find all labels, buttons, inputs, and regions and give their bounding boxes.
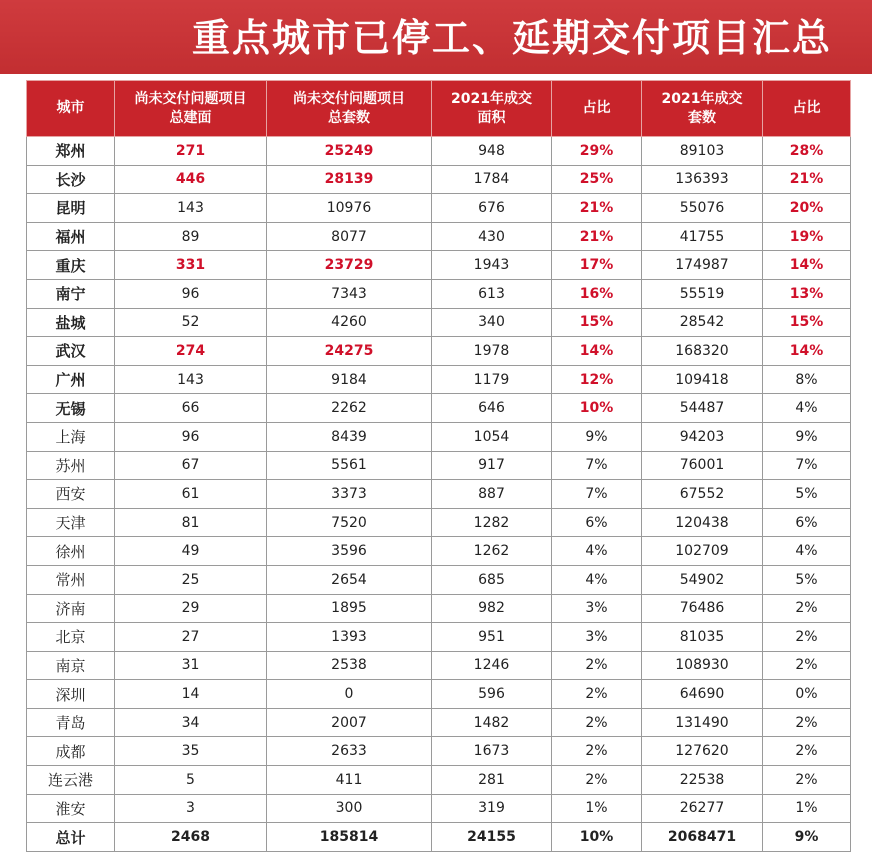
deal-units-cell: 108930: [642, 651, 763, 680]
units-cell: 1895: [267, 594, 432, 623]
city-cell: 南京: [27, 651, 115, 680]
table-row: [27, 394, 851, 423]
units-cell: 24275: [267, 337, 432, 366]
city-cell: 无锡: [27, 394, 115, 423]
ratio1-cell: 4%: [552, 565, 642, 594]
city-cell: 天津: [27, 508, 115, 537]
table-row: [27, 623, 851, 652]
ratio2-cell: 2%: [763, 594, 851, 623]
deal-units-cell: 120438: [642, 508, 763, 537]
deal-area-cell: 319: [432, 794, 552, 823]
ratio1-cell: 15%: [552, 308, 642, 337]
ratio1-cell: 12%: [552, 365, 642, 394]
area-cell: 446: [115, 165, 267, 194]
ratio1-cell: 4%: [552, 537, 642, 566]
deal-units-cell: 94203: [642, 422, 763, 451]
ratio1-cell: 21%: [552, 222, 642, 251]
summary-table-wrapper: [26, 80, 850, 852]
deal-units-cell: 127620: [642, 737, 763, 766]
header-ratio2: [763, 81, 851, 137]
city-cell: 武汉: [27, 337, 115, 366]
table-row: [27, 251, 851, 280]
deal-units-cell: 168320: [642, 337, 763, 366]
deal-units-cell: 41755: [642, 222, 763, 251]
header-area-line1: 尚未交付问题项目: [134, 90, 247, 107]
area-cell: 27: [115, 623, 267, 652]
ratio1-cell: 2%: [552, 651, 642, 680]
city-cell: 西安: [27, 480, 115, 509]
deal-units-cell: 89103: [642, 137, 763, 166]
table-row: [27, 594, 851, 623]
table-row: [27, 365, 851, 394]
area-cell: 29: [115, 594, 267, 623]
city-cell: 郑州: [27, 137, 115, 166]
units-cell: 10976: [267, 194, 432, 223]
ratio1-cell: 2%: [552, 708, 642, 737]
units-cell: 9184: [267, 365, 432, 394]
area-cell: 3: [115, 794, 267, 823]
units-cell: 2262: [267, 394, 432, 423]
area-cell: 96: [115, 279, 267, 308]
ratio2-cell: 6%: [763, 508, 851, 537]
units-cell: 2633: [267, 737, 432, 766]
ratio1-cell: 2%: [552, 737, 642, 766]
ratio1-cell: 6%: [552, 508, 642, 537]
deal-units-cell: 26277: [642, 794, 763, 823]
city-cell: 北京: [27, 623, 115, 652]
table-row: [27, 766, 851, 795]
ratio2-cell: 2%: [763, 708, 851, 737]
units-cell: 8077: [267, 222, 432, 251]
ratio2-cell: 5%: [763, 565, 851, 594]
total-ratio2-cell: 9%: [763, 823, 851, 852]
ratio1-cell: 29%: [552, 137, 642, 166]
ratio2-cell: 9%: [763, 422, 851, 451]
header-row: [27, 81, 851, 137]
units-cell: 1393: [267, 623, 432, 652]
ratio1-cell: 3%: [552, 594, 642, 623]
summary-table: [26, 80, 851, 852]
table-row: [27, 737, 851, 766]
city-cell: 徐州: [27, 537, 115, 566]
table-row: [27, 794, 851, 823]
table-row: [27, 708, 851, 737]
area-cell: 61: [115, 480, 267, 509]
city-cell: 淮安: [27, 794, 115, 823]
total-area-cell: 2468: [115, 823, 267, 852]
ratio2-cell: 1%: [763, 794, 851, 823]
area-cell: 35: [115, 737, 267, 766]
ratio2-cell: 14%: [763, 337, 851, 366]
table-row: [27, 279, 851, 308]
deal-units-cell: 55519: [642, 279, 763, 308]
header-units-line2: 总套数: [328, 109, 370, 126]
ratio1-cell: 7%: [552, 480, 642, 509]
deal-area-cell: 1482: [432, 708, 552, 737]
units-cell: 300: [267, 794, 432, 823]
deal-units-cell: 28542: [642, 308, 763, 337]
area-cell: 66: [115, 394, 267, 423]
ratio2-cell: 15%: [763, 308, 851, 337]
deal-area-cell: 917: [432, 451, 552, 480]
ratio2-cell: 4%: [763, 394, 851, 423]
deal-units-cell: 131490: [642, 708, 763, 737]
city-cell: 深圳: [27, 680, 115, 709]
units-cell: 2007: [267, 708, 432, 737]
deal-area-cell: 646: [432, 394, 552, 423]
ratio2-cell: 19%: [763, 222, 851, 251]
deal-area-cell: 596: [432, 680, 552, 709]
units-cell: 3373: [267, 480, 432, 509]
area-cell: 49: [115, 537, 267, 566]
deal-units-cell: 76486: [642, 594, 763, 623]
ratio2-cell: 21%: [763, 165, 851, 194]
area-cell: 14: [115, 680, 267, 709]
table-row: [27, 651, 851, 680]
ratio1-cell: 2%: [552, 766, 642, 795]
area-cell: 25: [115, 565, 267, 594]
ratio1-cell: 25%: [552, 165, 642, 194]
city-cell: 上海: [27, 422, 115, 451]
table-row: [27, 422, 851, 451]
ratio1-cell: 16%: [552, 279, 642, 308]
ratio2-cell: 4%: [763, 537, 851, 566]
header-area: [115, 81, 267, 137]
units-cell: 7343: [267, 279, 432, 308]
deal-area-cell: 685: [432, 565, 552, 594]
total-deal-area-cell: 24155: [432, 823, 552, 852]
total-row: [27, 823, 851, 852]
ratio1-cell: 1%: [552, 794, 642, 823]
area-cell: 52: [115, 308, 267, 337]
deal-units-cell: 109418: [642, 365, 763, 394]
area-cell: 271: [115, 137, 267, 166]
deal-area-cell: 1943: [432, 251, 552, 280]
ratio1-cell: 7%: [552, 451, 642, 480]
ratio2-cell: 2%: [763, 737, 851, 766]
ratio2-cell: 14%: [763, 251, 851, 280]
deal-area-cell: 1179: [432, 365, 552, 394]
deal-units-cell: 54902: [642, 565, 763, 594]
ratio1-cell: 17%: [552, 251, 642, 280]
deal-area-cell: 982: [432, 594, 552, 623]
city-cell: 青岛: [27, 708, 115, 737]
units-cell: 3596: [267, 537, 432, 566]
table-row: [27, 537, 851, 566]
deal-area-cell: 676: [432, 194, 552, 223]
deal-area-cell: 1784: [432, 165, 552, 194]
deal-units-cell: 136393: [642, 165, 763, 194]
ratio2-cell: 8%: [763, 365, 851, 394]
area-cell: 143: [115, 365, 267, 394]
units-cell: 2538: [267, 651, 432, 680]
total-ratio1-cell: 10%: [552, 823, 642, 852]
header-deal-area-line2: 面积: [477, 109, 506, 126]
deal-area-cell: 430: [432, 222, 552, 251]
deal-area-cell: 1246: [432, 651, 552, 680]
city-cell: 长沙: [27, 165, 115, 194]
header-area-line2: 总建面: [169, 109, 212, 126]
header-deal-units: [642, 81, 763, 137]
total-city-cell: 总计: [27, 823, 115, 852]
table-row: [27, 508, 851, 537]
header-units-line1: 尚未交付问题项目: [293, 90, 405, 107]
deal-units-cell: 64690: [642, 680, 763, 709]
ratio1-cell: 9%: [552, 422, 642, 451]
ratio1-cell: 21%: [552, 194, 642, 223]
table-row: [27, 194, 851, 223]
units-cell: 28139: [267, 165, 432, 194]
table-row: [27, 337, 851, 366]
deal-units-cell: 55076: [642, 194, 763, 223]
area-cell: 31: [115, 651, 267, 680]
page-title: 重点城市已停工、延期交付项目汇总: [191, 16, 832, 60]
deal-area-cell: 1978: [432, 337, 552, 366]
header-deal-area-line1: 2021年成交: [451, 90, 532, 107]
city-cell: 广州: [27, 365, 115, 394]
header-ratio1: [552, 81, 642, 137]
city-cell: 盐城: [27, 308, 115, 337]
deal-area-cell: 1673: [432, 737, 552, 766]
units-cell: 7520: [267, 508, 432, 537]
header-deal-units-line2: 套数: [688, 109, 716, 126]
total-units-cell: 185814: [267, 823, 432, 852]
table-row: [27, 308, 851, 337]
header-city: [27, 81, 115, 137]
units-cell: 8439: [267, 422, 432, 451]
header-deal-area: [432, 81, 552, 137]
table-row: [27, 480, 851, 509]
deal-area-cell: 1054: [432, 422, 552, 451]
units-cell: 23729: [267, 251, 432, 280]
ratio1-cell: 14%: [552, 337, 642, 366]
city-cell: 成都: [27, 737, 115, 766]
table-row: [27, 137, 851, 166]
table-row: [27, 680, 851, 709]
ratio2-cell: 5%: [763, 480, 851, 509]
city-cell: 福州: [27, 222, 115, 251]
city-cell: 重庆: [27, 251, 115, 280]
units-cell: 4260: [267, 308, 432, 337]
deal-units-cell: 22538: [642, 766, 763, 795]
area-cell: 96: [115, 422, 267, 451]
deal-area-cell: 1262: [432, 537, 552, 566]
deal-area-cell: 340: [432, 308, 552, 337]
area-cell: 89: [115, 222, 267, 251]
units-cell: 5561: [267, 451, 432, 480]
ratio1-cell: 10%: [552, 394, 642, 423]
table-row: [27, 165, 851, 194]
deal-units-cell: 81035: [642, 623, 763, 652]
units-cell: 25249: [267, 137, 432, 166]
city-cell: 昆明: [27, 194, 115, 223]
deal-units-cell: 174987: [642, 251, 763, 280]
title-banner: [0, 0, 872, 74]
units-cell: 2654: [267, 565, 432, 594]
ratio2-cell: 2%: [763, 651, 851, 680]
city-cell: 南宁: [27, 279, 115, 308]
header-deal-units-line1: 2021年成交: [661, 90, 743, 107]
table-row: [27, 565, 851, 594]
ratio2-cell: 2%: [763, 623, 851, 652]
area-cell: 143: [115, 194, 267, 223]
ratio2-cell: 2%: [763, 766, 851, 795]
area-cell: 81: [115, 508, 267, 537]
area-cell: 5: [115, 766, 267, 795]
deal-units-cell: 102709: [642, 537, 763, 566]
header-ratio2-line1: 占比: [792, 100, 821, 116]
deal-area-cell: 281: [432, 766, 552, 795]
table-row: [27, 451, 851, 480]
units-cell: 0: [267, 680, 432, 709]
ratio2-cell: 28%: [763, 137, 851, 166]
ratio1-cell: 3%: [552, 623, 642, 652]
city-cell: 常州: [27, 565, 115, 594]
table-body: [27, 137, 851, 852]
deal-area-cell: 951: [432, 623, 552, 652]
deal-area-cell: 948: [432, 137, 552, 166]
ratio1-cell: 2%: [552, 680, 642, 709]
header-ratio1-line1: 占比: [582, 100, 611, 116]
deal-area-cell: 887: [432, 480, 552, 509]
city-cell: 济南: [27, 594, 115, 623]
header-city-line1: 城市: [56, 100, 85, 116]
area-cell: 34: [115, 708, 267, 737]
area-cell: 331: [115, 251, 267, 280]
area-cell: 67: [115, 451, 267, 480]
deal-units-cell: 67552: [642, 480, 763, 509]
header-units: [267, 81, 432, 137]
area-cell: 274: [115, 337, 267, 366]
units-cell: 411: [267, 766, 432, 795]
deal-area-cell: 613: [432, 279, 552, 308]
ratio2-cell: 0%: [763, 680, 851, 709]
city-cell: 苏州: [27, 451, 115, 480]
city-cell: 连云港: [27, 766, 115, 795]
ratio2-cell: 7%: [763, 451, 851, 480]
ratio2-cell: 20%: [763, 194, 851, 223]
deal-area-cell: 1282: [432, 508, 552, 537]
table-row: [27, 222, 851, 251]
ratio2-cell: 13%: [763, 279, 851, 308]
deal-units-cell: 76001: [642, 451, 763, 480]
deal-units-cell: 54487: [642, 394, 763, 423]
total-deal-units-cell: 2068471: [642, 823, 763, 852]
